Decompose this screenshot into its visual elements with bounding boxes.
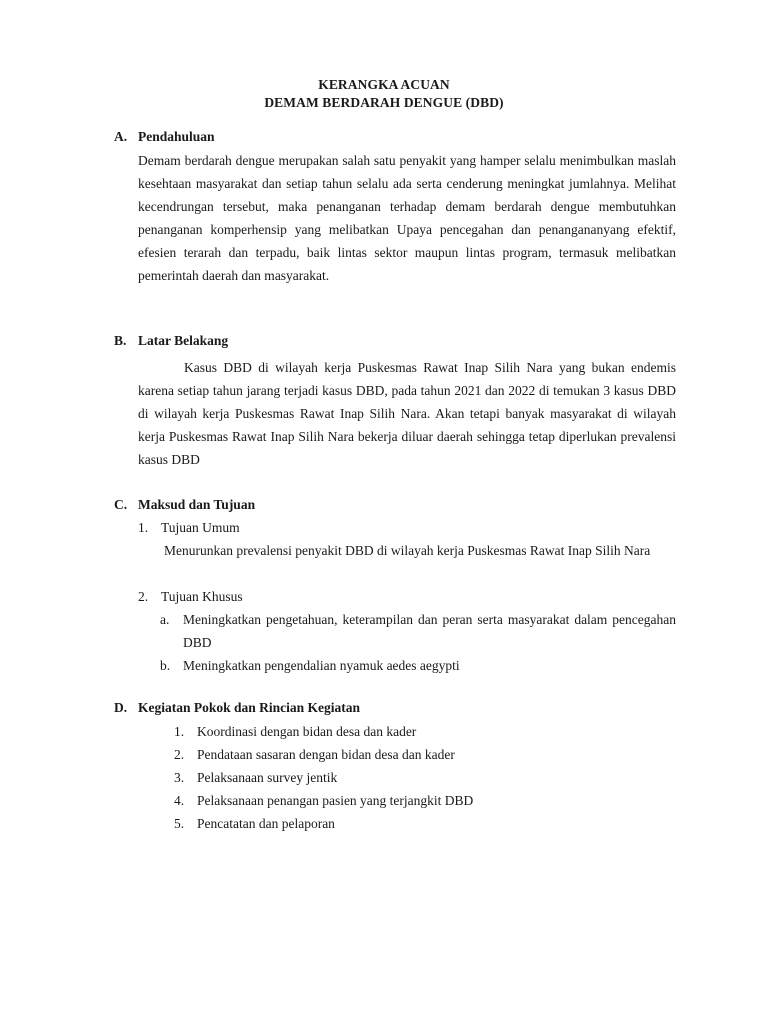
list-item-text: Pencatatan dan pelaporan: [197, 816, 335, 831]
section-a-heading: [114, 129, 215, 145]
section-b-heading: [114, 333, 228, 349]
sub-a-text: Meningkatkan pengetahuan, keterampilan dan peran serta masyarakat dalam pencegahan DBD: [183, 612, 676, 650]
tujuan-khusus-sub-b: [160, 654, 676, 677]
tujuan-umum-label: Tujuan Umum: [161, 520, 240, 535]
list-item: [174, 743, 674, 766]
section-c-title: Maksud dan Tujuan: [138, 497, 256, 512]
tujuan-khusus-label: Tujuan Khusus: [161, 589, 243, 604]
tujuan-umum-description: [164, 539, 676, 562]
section-c-letter: C.: [114, 497, 128, 512]
list-item: [174, 789, 674, 812]
tujuan-umum-number: 1.: [138, 520, 149, 535]
tujuan-umum-text: Menurunkan prevalensi penyakit DBD di wilayah kerja Puskesmas Rawat Inap Silih Nara: [164, 543, 651, 558]
section-b-paragraph: Kasus DBD di wilayah kerja Puskesmas Rawat Inap Silih Nara yang bukan endemis karena setiap tahun jarang terjadi kasus DBD, pada tahun 2021 dan 2022 di temukan 3 kasus DBD di wilayah kerja Puskesmas Rawat Inap Silih Nara. Akan tetapi banyak masyarakat di wilayah kerja Puskesmas Rawat Inap Silih Nara bekerja diluar daerah sehingga tetap diperlukan prevalensi kasus DBD: [138, 360, 676, 467]
list-item-text: Pelaksanaan survey jentik: [197, 770, 338, 785]
tujuan-khusus-item: [138, 585, 678, 608]
section-d-heading: [114, 700, 360, 716]
list-item-number: 3.: [174, 770, 185, 785]
list-item: [174, 720, 674, 743]
list-item-number: 5.: [174, 816, 185, 831]
list-item-text: Pendataan sasaran dengan bidan desa dan kader: [197, 747, 455, 762]
section-b-letter: B.: [114, 333, 127, 348]
list-item-text: Koordinasi dengan bidan desa dan kader: [197, 724, 417, 739]
document-title-line-2: DEMAM BERDARAH DENGUE (DBD): [264, 95, 504, 110]
section-b-title: Latar Belakang: [138, 333, 229, 348]
list-item-text: Pelaksanaan penangan pasien yang terjangkit DBD: [197, 793, 474, 808]
document-title-line-1: KERANGKA ACUAN: [318, 77, 450, 92]
tujuan-khusus-number: 2.: [138, 589, 149, 604]
list-item-number: 2.: [174, 747, 185, 762]
tujuan-umum-item: [138, 516, 678, 539]
section-a-letter: A.: [114, 129, 128, 144]
section-d-title: Kegiatan Pokok dan Rincian Kegiatan: [138, 700, 361, 715]
section-c-heading: [114, 497, 255, 513]
section-a-title: Pendahuluan: [138, 129, 215, 144]
sub-b-text: Meningkatkan pengendalian nyamuk aedes aegypti: [183, 658, 460, 673]
section-d-letter: D.: [114, 700, 128, 715]
list-item-number: 4.: [174, 793, 185, 808]
section-a-paragraph: Demam berdarah dengue merupakan salah satu penyakit yang hamper selalu menimbulkan maslah kesehtaan masyarakat dan setiap tahun selalu ada serta cenderung meningkat jumlahnya. Melihat kecendrungan tersebut, maka penanganan terhadap demam berdarah dengue membutuhkan penanganan komperhensip yang melibatkan Upaya pencegahan dan penangananyang efektif, efesien terarah dan terpadu, baik lintas sektor maupun lintas program, termasuk melibatkan pemerintah daerah dan masyarakat.: [138, 153, 676, 283]
list-item-number: 1.: [174, 724, 185, 739]
list-item: [174, 812, 674, 835]
tujuan-khusus-sub-a: [160, 608, 676, 654]
sub-b-letter: b.: [160, 658, 171, 673]
list-item: [174, 766, 674, 789]
sub-a-letter: a.: [160, 612, 170, 627]
